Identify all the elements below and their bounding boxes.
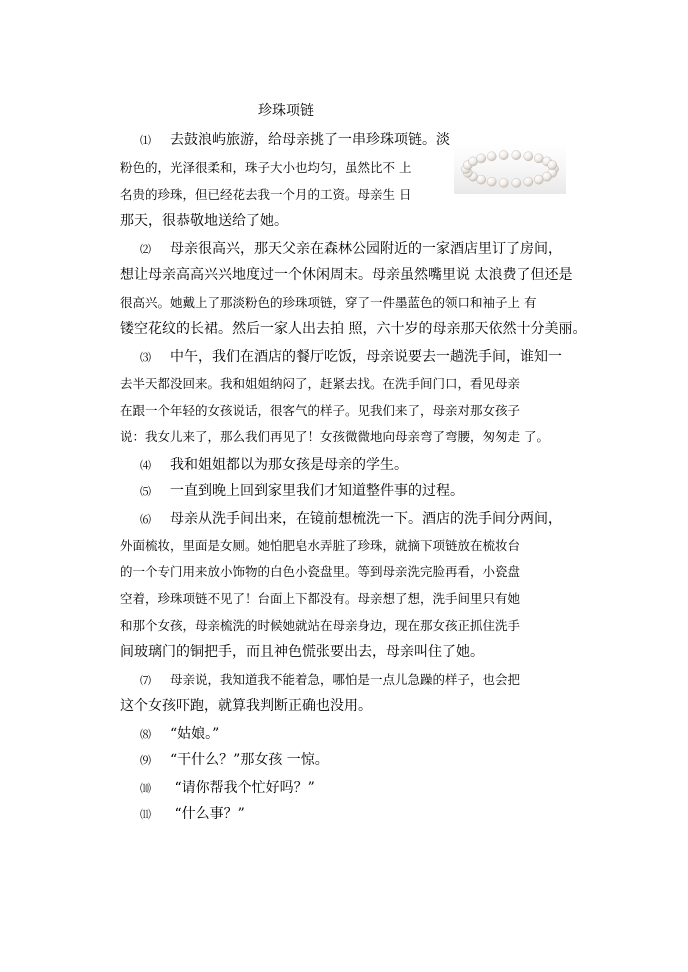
pearl-bead: [477, 154, 486, 163]
pearl-bead: [548, 161, 557, 170]
pearl-bead: [512, 151, 521, 160]
paragraph-1-line-1: ⑴ 去鼓浪屿旅游，给母亲挑了一串珍珠项链。淡: [140, 132, 450, 148]
paragraph-number: ⑼: [140, 754, 151, 767]
paragraph-6-line-1: ⑹ 母亲从洗手间出来，在镜前想梳洗一下。酒店的洗手间分两间，: [140, 511, 562, 527]
paragraph-number: ⑶: [140, 351, 151, 364]
paragraph-number: ⑾: [140, 808, 151, 821]
paragraph-number: ⑺: [140, 674, 151, 687]
paragraph-number: ⑸: [140, 485, 151, 498]
paragraph-6-line-6: 间玻璃门的铜把手，而且神色慌张要出去，母亲叫住了她。: [120, 644, 484, 660]
paragraph-6-line-5: 和那个女孩，母亲梳洗的时候她就站在母亲身边，现在那女孩正抓住洗手: [120, 618, 521, 633]
pearl-necklace-photo: [454, 144, 566, 194]
paragraph-6-line-3: 的一个专门用来放小饰物的白色小瓷盘里。等到母亲洗完脸再看，小瓷盘: [120, 564, 521, 579]
paragraph-2-line-2: 想让母亲高高兴兴地度过一个休闲周末。母亲虽然嘴里说 太浪费了但还是: [120, 267, 573, 283]
paragraph-number: ⑷: [140, 459, 151, 472]
paragraph-3-line-1: ⑶ 中午，我们在酒店的餐厅吃饭，母亲说要去一趟洗手间，谁知一: [140, 349, 562, 365]
paragraph-1-line-2: 粉色的，光泽很柔和，珠子大小也均匀，虽然比不 上: [120, 160, 412, 175]
paragraph-8-line-1: ⑻ “姑娘。”: [140, 726, 220, 742]
pearl-bead: [542, 172, 551, 181]
pearl-bead: [499, 151, 508, 160]
pearl-bead: [524, 177, 533, 186]
pearl-bead: [524, 152, 533, 161]
pearl-bead: [534, 175, 543, 184]
paragraph-7-line-2: 这个女孩吓跑，就算我判断正确也没用。: [120, 698, 372, 714]
paragraph-6-line-4: 空着，珍珠项链不见了！台面上下都没有。母亲想了想，洗手间里只有她: [120, 591, 521, 606]
paragraph-number: ⑹: [140, 513, 151, 526]
pearl-bead: [477, 175, 486, 184]
pearl-bead: [499, 178, 508, 187]
pearl-bead: [512, 178, 521, 187]
paragraph-11-line-1: ⑾ “什么事？”: [140, 806, 245, 822]
paragraph-2-line-4: 镂空花纹的长裙。然后一家人出去拍 照，六十岁的母亲那天依然十分美丽。: [120, 321, 587, 337]
paragraph-4-line-1: ⑷ 我和姐姐都以为那女孩是母亲的学生。: [140, 457, 408, 473]
paragraph-number: ⑻: [140, 728, 151, 741]
paragraph-10-line-1: ⑽ “请你帮我个忙好吗？”: [140, 780, 315, 796]
paragraph-7-line-1: ⑺ 母亲说，我知道我不能着急，哪怕是一点儿急躁的样子，也会把: [140, 671, 520, 690]
paragraph-number: ⑵: [140, 243, 151, 256]
paragraph-3-line-4: 说：我女儿来了，那么我们再见了！女孩微微地向母亲弯了弯腰，匆匆走 了。: [120, 429, 549, 444]
document-title: 珍珠项链: [258, 103, 314, 119]
paragraph-1-line-4: 那天，很恭敬地送给了她。: [120, 213, 288, 229]
paragraph-2-line-1: ⑵ 母亲很高兴，那天父亲在森林公园附近的一家酒店里订了房间，: [140, 241, 562, 257]
paragraph-3-line-3: 在跟一个年轻的女孩说话，很客气的样子。见我们来了，母亲对那女孩子: [120, 403, 521, 418]
paragraph-3-line-2: 去半天都没回来。我和姐姐纳闷了，赶紧去找。在洗手间门口，看见母亲: [120, 376, 521, 391]
paragraph-number: ⑴: [140, 134, 151, 147]
paragraph-5-line-1: ⑸ 一直到晚上回到家里我们才知道整件事的过程。: [140, 483, 464, 499]
paragraph-9-line-1: ⑼ “干什么？”那女孩 一惊。: [140, 752, 329, 768]
pearl-bead: [534, 154, 543, 163]
paragraph-1-line-3: 名贵的珍珠，但已经花去我一个月的工资。母亲生 日: [120, 187, 412, 202]
paragraph-6-line-2: 外面梳妆，里面是女厕。她怕肥皂水弄脏了珍珠，就摘下项链放在梳妆台: [120, 538, 521, 553]
pearl-bead: [487, 177, 496, 186]
paragraph-2-line-3: 很高兴。她戴上了那淡粉色的珍珠项链，穿了一件墨蓝色的领口和袖子上 有: [120, 295, 537, 310]
pearl-bead: [468, 157, 477, 166]
pearl-bead: [487, 152, 496, 161]
paragraph-number: ⑽: [140, 782, 151, 795]
